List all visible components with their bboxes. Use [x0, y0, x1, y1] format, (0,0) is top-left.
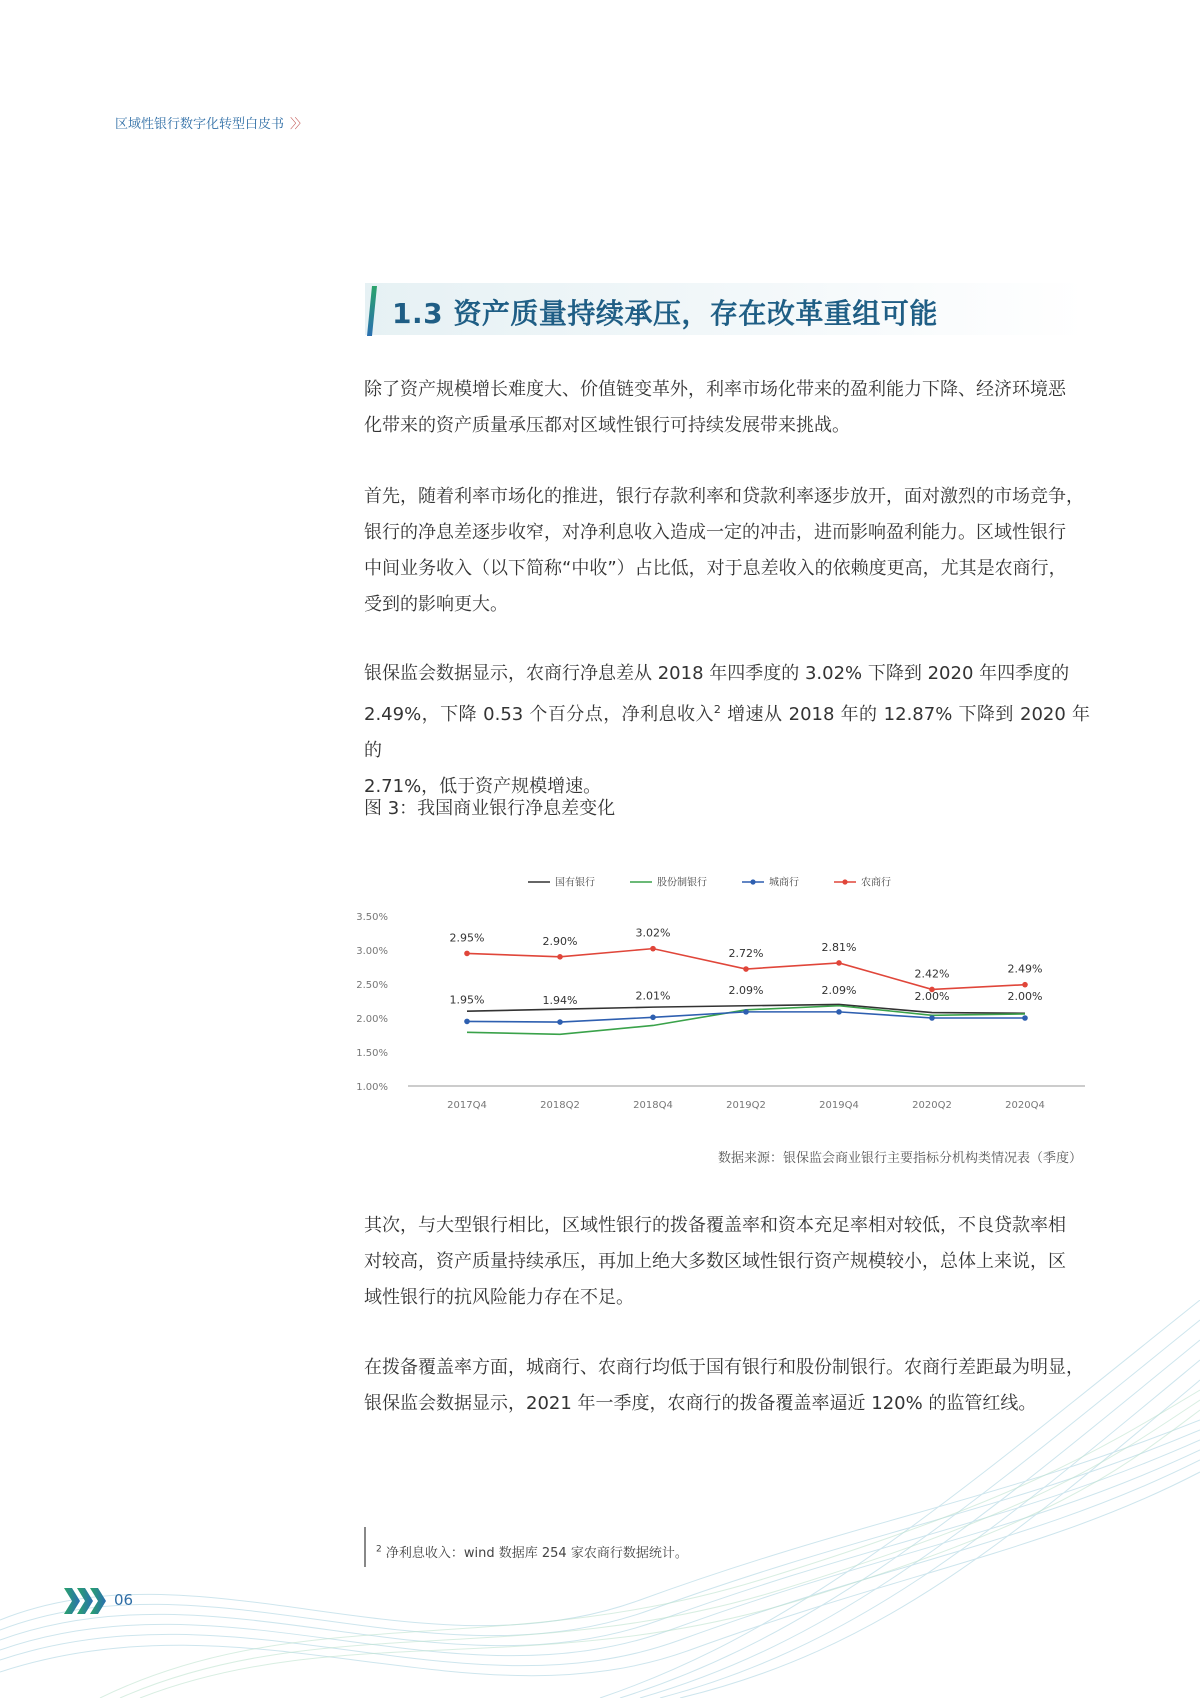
data-label: 2.95% — [449, 931, 485, 945]
paragraph-5 — [364, 1350, 1090, 1422]
x-tick-label: 2019Q4 — [819, 1100, 859, 1111]
text-line: 在拨备覆盖率方面，城商行、农商行均低于国有银行和股份制银行。农商行差距最为明显， — [364, 1357, 1084, 1378]
y-tick-label: 2.00% — [356, 1014, 388, 1025]
data-point — [743, 1009, 749, 1015]
data-point — [836, 1009, 842, 1015]
text-line: 银保监会数据显示，2021 年一季度，农商行的拨备覆盖率逼近 120% 的监管红线。 — [364, 1393, 1037, 1414]
legend-label: 国有银行 — [555, 877, 595, 889]
paragraph-4 — [364, 1208, 1090, 1316]
paragraph-3 — [364, 656, 1090, 805]
legend-label: 股份制银行 — [657, 877, 707, 889]
data-label: 2.49% — [1007, 962, 1043, 976]
data-label: 2.00% — [914, 990, 950, 1003]
header-title: 区域性银行数字化转型白皮书 — [115, 117, 285, 132]
x-tick-label: 2018Q2 — [540, 1100, 580, 1111]
page-number: 06 — [114, 1591, 134, 1609]
paragraph-2 — [364, 479, 1090, 623]
double-chevron-icon: 〉〉 — [290, 117, 306, 132]
y-tick-label: 1.00% — [356, 1082, 388, 1093]
x-tick-label: 2018Q4 — [633, 1100, 673, 1111]
text-span: 增速从 2018 年的 12.87% 下降到 2020 年的 — [364, 704, 1090, 761]
running-header — [115, 113, 306, 132]
data-label: 2.09% — [821, 983, 857, 997]
data-point — [836, 960, 842, 966]
legend-marker — [842, 879, 847, 884]
legend-label: 农商行 — [861, 877, 891, 889]
y-tick-label: 2.50% — [356, 980, 388, 991]
data-label: 2.81% — [821, 940, 857, 954]
data-point — [650, 946, 656, 952]
data-point — [464, 1019, 470, 1025]
data-label: 2.01% — [635, 989, 671, 1003]
text-line: 化带来的资产质量承压都对区域性银行可持续发展带来挑战。 — [364, 415, 850, 436]
section-title: 1.3 资产质量持续承压，存在改革重组可能 — [392, 297, 938, 330]
text-line: 首先，随着利率市场化的推进，银行存款利率和贷款利率逐步放开，面对激烈的市场竞争， — [364, 486, 1084, 507]
legend-label: 城商行 — [769, 877, 799, 889]
data-label: 3.02% — [635, 926, 671, 940]
footnote-divider — [364, 1527, 366, 1567]
text-line: 银行的净息差逐步收窄，对净利息收入造成一定的冲击，进而影响盈利能力。区域性银行 — [364, 522, 1066, 543]
y-tick-label: 3.50% — [356, 912, 388, 923]
data-point — [929, 1015, 935, 1021]
x-tick-label: 2020Q2 — [912, 1100, 952, 1111]
text-line: 银保监会数据显示，农商行净息差从 2018 年四季度的 3.02% 下降到 2020 年四季度的 — [364, 663, 1070, 684]
text-line: 2.71%，低于资产规模增速。 — [364, 776, 602, 797]
title-accent-bar-icon — [367, 286, 377, 336]
data-point — [1022, 982, 1028, 988]
data-label: 2.90% — [542, 934, 578, 948]
data-point — [1022, 1015, 1028, 1021]
text-span: 2.49%，下降 0.53 个百分点，净利息收入 — [364, 704, 714, 725]
text-line: 受到的影响更大。 — [364, 594, 508, 615]
footnote-number: 2 — [376, 1544, 382, 1555]
net-interest-margin-chart — [350, 860, 1100, 1120]
page-chevrons-icon — [64, 1586, 108, 1616]
x-tick-label: 2019Q2 — [726, 1100, 766, 1111]
text-line: 中间业务收入（以下简称“中收”）占比低，对于息差收入的依赖度更高，尤其是农商行， — [364, 558, 1067, 579]
paragraph-1 — [364, 372, 1090, 444]
legend-marker — [750, 879, 755, 884]
data-point — [743, 966, 749, 972]
text-line: 对较高，资产质量持续承压，再加上绝大多数区域性银行资产规模较小，总体上来说，区 — [364, 1251, 1066, 1272]
text-line: 其次，与大型银行相比，区域性银行的拨备覆盖率和资本充足率相对较低，不良贷款率相 — [364, 1215, 1066, 1236]
data-label: 2.00% — [1007, 990, 1043, 1003]
figure-title: 图 3：我国商业银行净息差变化 — [364, 798, 616, 819]
text-line: 除了资产规模增长难度大、价值链变革外，利率市场化带来的盈利能力下降、经济环境恶 — [364, 379, 1066, 400]
x-tick-label: 2020Q4 — [1005, 1100, 1045, 1111]
text-line: 域性银行的抗风险能力存在不足。 — [364, 1287, 634, 1308]
data-point — [557, 954, 563, 960]
data-label: 2.09% — [728, 983, 764, 997]
figure-source: 数据来源：银保监会商业银行主要指标分机构类情况表（季度） — [717, 1151, 1082, 1166]
data-label: 1.95% — [449, 993, 485, 1007]
data-label: 2.42% — [914, 967, 950, 981]
data-label: 1.94% — [542, 994, 578, 1008]
footnote-ref[interactable]: 2 — [713, 703, 721, 716]
text-line — [364, 692, 1090, 769]
footnote — [376, 1542, 688, 1561]
y-tick-label: 3.00% — [356, 946, 388, 957]
footnote-text: 净利息收入：wind 数据库 254 家农商行数据统计。 — [385, 1546, 688, 1561]
data-point — [464, 951, 470, 957]
x-tick-label: 2017Q4 — [447, 1100, 487, 1111]
y-tick-label: 1.50% — [356, 1048, 388, 1059]
data-label: 2.72% — [728, 947, 764, 961]
data-point — [650, 1015, 656, 1021]
data-point — [557, 1019, 563, 1025]
